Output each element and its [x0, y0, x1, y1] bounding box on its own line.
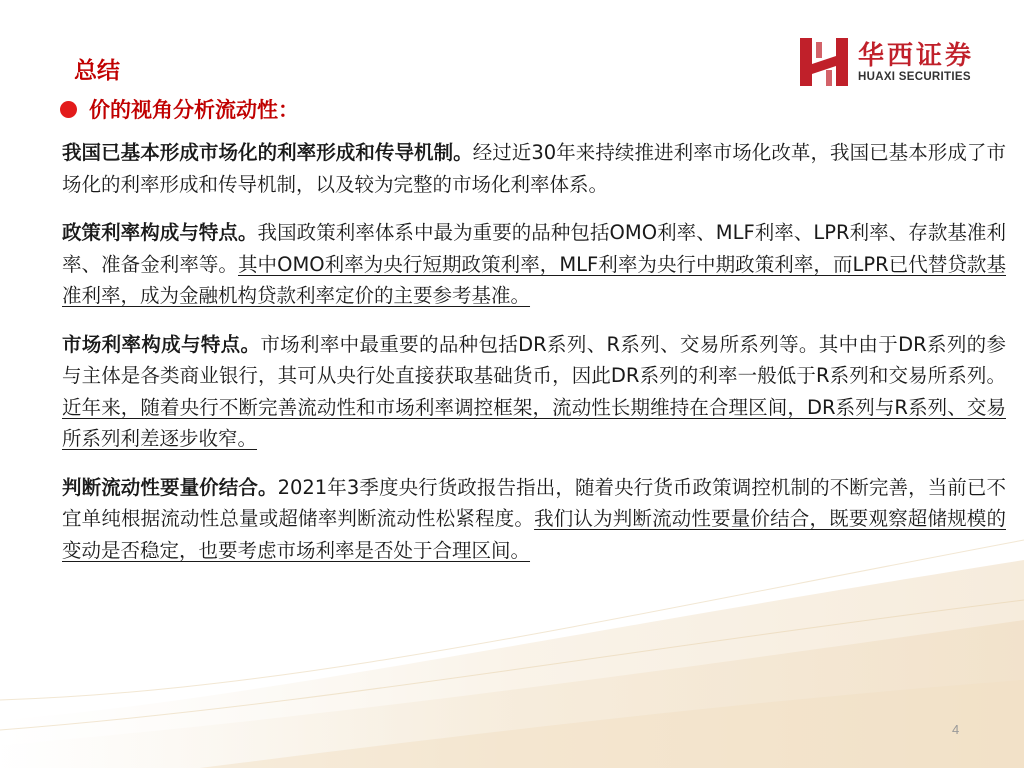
paragraph-1 — [62, 137, 1006, 200]
bullet-heading: 价的视角分析流动性： — [89, 97, 299, 122]
page-number: 4 — [952, 722, 960, 737]
paragraph-3-lead: 市场利率构成与特点。 — [62, 332, 261, 356]
paragraph-2-underline: 其中OMO利率为央行短期政策利率，MLF利率为央行中期政策利率，而LPR已代替贷款基准利率，成为金融机构贷款利率定价的主要参考基准。 — [62, 252, 1006, 307]
paragraph-4-text: 2021年3季度央行货政报告指出，随着央行货币政策调控机制的不断完善，当前已不宜单纯根据流动性总量或超储率判断流动性松紧程度。 — [62, 475, 1006, 530]
logo-name-en: HUAXI SECURITIES — [858, 71, 971, 83]
paragraph-3-underline: 近年来，随着央行不断完善流动性和市场利率调控框架，流动性长期维持在合理区间，DR系列与R系列、交易所系列利差逐步收窄。 — [62, 395, 1006, 450]
content-body — [62, 137, 1006, 583]
paragraph-3 — [62, 329, 1006, 455]
logo-name-cn: 华西证券 — [858, 41, 975, 71]
huaxi-logo-icon — [798, 34, 850, 90]
page-title: 总结 — [74, 57, 120, 84]
bullet-dot-icon — [60, 101, 77, 118]
paragraph-3-text: 市场利率中最重要的品种包括DR系列、R系列、交易所系列等。其中由于DR系列的参与主体是各类商业银行，其可从央行处直接获取基础货币，因此DR系列的利率一般低于R系列和交易所系列。 — [62, 332, 1006, 387]
paragraph-2 — [62, 217, 1006, 312]
bullet-heading-row — [60, 94, 299, 124]
paragraph-4 — [62, 472, 1006, 567]
paragraph-4-lead: 判断流动性要量价结合。 — [62, 475, 278, 499]
paragraph-2-lead: 政策利率构成与特点。 — [62, 221, 258, 244]
paragraph-1-lead: 我国已基本形成市场化的利率形成和传导机制。 — [62, 141, 473, 164]
paragraph-2-text: 我国政策利率体系中最为重要的品种包括OMO利率、MLF利率、LPR利率、存款基准利率、准备金利率等。 — [62, 221, 1006, 276]
paragraph-1-text: 经过近30年来持续推进利率市场化改革，我国已基本形成了市场化的利率形成和传导机制，以及较为完整的市场化利率体系。 — [62, 141, 1006, 196]
paragraph-4-underline: 我们认为判断流动性要量价结合，既要观察超储规模的变动是否稳定，也要考虑市场利率是否处于合理区间。 — [62, 507, 1006, 562]
company-logo — [798, 32, 998, 92]
